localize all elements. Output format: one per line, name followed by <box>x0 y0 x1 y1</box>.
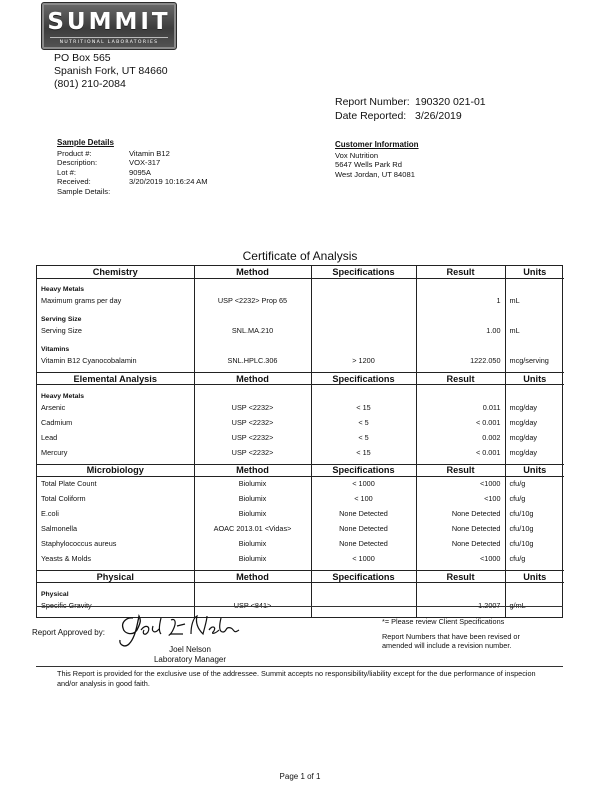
approved-by-label: Report Approved by: <box>32 628 105 637</box>
units: cfu/10g <box>509 524 534 533</box>
result: 0.002 <box>416 430 505 445</box>
table-header-row <box>37 373 564 385</box>
result-header: Result <box>416 571 505 583</box>
group-row <box>37 385 564 400</box>
units: cfu/g <box>509 494 526 503</box>
section-title: Elemental Analysis <box>37 373 194 385</box>
page-number: Page 1 of 1 <box>279 772 321 781</box>
customer-information <box>335 140 419 179</box>
result: 0.011 <box>416 400 505 415</box>
result-header: Result <box>416 464 505 476</box>
signer-title: Laboratory Manager <box>153 655 227 664</box>
table-row <box>37 445 564 460</box>
result-header: Result <box>416 266 505 278</box>
result-header: Result <box>416 373 505 385</box>
certificate-title: Certificate of Analysis <box>242 249 358 263</box>
units: mcg/serving <box>509 356 549 365</box>
table-header-row <box>37 464 564 476</box>
lab-address <box>54 52 168 91</box>
specification: < 1000 <box>311 551 416 566</box>
sample-details <box>57 138 208 196</box>
table-row <box>37 598 564 613</box>
specification <box>311 323 416 338</box>
group-row <box>37 583 564 598</box>
customer-line: 5647 Wells Park Rd <box>335 160 402 169</box>
units-header: Units <box>505 373 564 385</box>
specification: < 15 <box>311 445 416 460</box>
table-header-row <box>37 571 564 583</box>
sample-field-value: VOX-317 <box>129 158 161 167</box>
sample-field-value: Vitamin B12 <box>129 148 170 158</box>
group-row <box>37 278 564 293</box>
method: USP <2232> <box>194 415 311 430</box>
analyte: Lead <box>37 430 194 445</box>
specification: < 5 <box>311 430 416 445</box>
logo-sub-text: NUTRITIONAL LABORATORIES <box>50 37 168 46</box>
analyte: Serving Size <box>37 323 194 338</box>
spec-header: Specifications <box>311 464 416 476</box>
units: cfu/g <box>509 554 526 563</box>
method: AOAC 2013.01 <Vidas> <box>194 521 311 536</box>
table-row <box>37 476 564 491</box>
report-number-label: Report Number: <box>335 96 410 108</box>
analyte: Yeasts & Molds <box>37 551 194 566</box>
table-row <box>37 400 564 415</box>
table-row <box>37 536 564 551</box>
sample-field <box>57 168 208 178</box>
analyte: Vitamin B12 Cyanocobalamin <box>37 353 194 368</box>
analyte: Maximum grams per day <box>37 293 194 308</box>
divider <box>36 606 563 607</box>
result: 1222.050 <box>416 353 505 368</box>
method: USP <2232> <box>194 400 311 415</box>
specification <box>311 293 416 308</box>
specification: None Detected <box>311 506 416 521</box>
sample-field-value: 9095A <box>129 167 151 177</box>
units-header: Units <box>505 266 564 278</box>
results-table <box>37 372 564 464</box>
report-meta <box>335 95 486 123</box>
units: mcg/day <box>509 432 538 442</box>
customer-line: Vox Nutrition <box>335 150 379 160</box>
result: None Detected <box>416 521 505 536</box>
units: cfu/10g <box>509 539 534 548</box>
method: Biolumix <box>194 506 311 521</box>
group-name: Physical <box>37 583 194 598</box>
result: None Detected <box>416 506 505 521</box>
sample-field-value: 3/20/2019 10:16:24 AM <box>129 177 208 186</box>
date-reported: 3/26/2019 <box>415 110 462 122</box>
signer <box>140 645 240 665</box>
units: mL <box>509 296 520 305</box>
units-header: Units <box>505 464 564 476</box>
analyte: Staphylococcus aureus <box>37 536 194 551</box>
table-row <box>37 521 564 536</box>
group-name: Heavy Metals <box>37 278 194 293</box>
method: USP <2232> <box>194 430 311 445</box>
sample-field-label: Lot #: <box>57 167 76 177</box>
method: Biolumix <box>194 476 311 491</box>
summit-logo <box>41 2 177 50</box>
spec-header: Specifications <box>311 373 416 385</box>
table-row <box>37 353 564 368</box>
analyte: Total Coliform <box>37 491 194 506</box>
customer-line: West Jordan, UT 84081 <box>335 169 415 179</box>
result: 1.00 <box>416 323 505 338</box>
method: Biolumix <box>194 551 311 566</box>
result: <100 <box>416 491 505 506</box>
method: Biolumix <box>194 491 311 506</box>
specification <box>311 598 416 613</box>
signer-name: Joel Nelson <box>169 645 211 654</box>
result: 1.2007 <box>416 598 505 613</box>
results-table <box>37 266 564 372</box>
address-phone: (801) 210-2084 <box>54 78 126 90</box>
sample-field-label: Received: <box>57 177 91 186</box>
spec-header: Specifications <box>311 266 416 278</box>
sample-field-label: Product #: <box>57 148 92 158</box>
customer-info-title: Customer Information <box>335 140 419 149</box>
analyte: E.coli <box>37 506 194 521</box>
section-title: Microbiology <box>37 464 194 476</box>
analyte: Total Plate Count <box>37 476 194 491</box>
logo-main-text: SUMMIT <box>47 9 171 35</box>
address-line: Spanish Fork, UT 84660 <box>54 65 168 77</box>
sample-field <box>57 158 208 168</box>
notes <box>382 617 522 651</box>
specification: < 5 <box>311 415 416 430</box>
method: USP <2232> Prop 65 <box>194 293 311 308</box>
units: mL <box>509 326 520 335</box>
result: 1 <box>416 293 505 308</box>
result: None Detected <box>416 536 505 551</box>
method: SNL.HPLC.306 <box>194 353 311 368</box>
results-table <box>37 464 564 571</box>
group-name: Vitamins <box>37 338 194 353</box>
specification: > 1200 <box>311 353 416 368</box>
units: mcg/day <box>509 402 538 412</box>
note-revision: Report Numbers that have been revised or amended will include a revision number. <box>382 631 520 651</box>
result: < 0.001 <box>416 415 505 430</box>
units: mcg/day <box>509 447 538 457</box>
table-row <box>37 293 564 308</box>
result: <1000 <box>416 551 505 566</box>
sample-field <box>57 149 208 159</box>
result: <1000 <box>416 476 505 491</box>
address-line: PO Box 565 <box>54 52 111 64</box>
analyte: Specific Gravity <box>37 598 194 613</box>
method-header: Method <box>194 571 311 583</box>
sample-details-title: Sample Details <box>57 138 114 147</box>
table-row <box>37 491 564 506</box>
group-row <box>37 338 564 353</box>
units: cfu/g <box>509 479 526 489</box>
date-reported-label: Date Reported: <box>335 110 407 122</box>
table-row <box>37 415 564 430</box>
sample-field <box>57 177 208 187</box>
divider <box>36 666 563 667</box>
group-row <box>37 308 564 323</box>
sample-field-label: Sample Details: <box>57 186 111 196</box>
units: cfu/10g <box>509 509 534 518</box>
disclaimer: This Report is provided for the exclusive use of the addressee. Summit accepts no responsibility/liability except for the due performance of inspecion and/or analysis in good faith. <box>57 669 536 688</box>
specification: None Detected <box>311 536 416 551</box>
method-header: Method <box>194 266 311 278</box>
sample-field-label: Description: <box>57 158 98 167</box>
sample-field <box>57 187 208 197</box>
table-row <box>37 430 564 445</box>
units: g/mL <box>509 600 526 610</box>
method-header: Method <box>194 464 311 476</box>
note-spec: *= Please review Client Specifications <box>382 617 505 626</box>
table-row <box>37 323 564 338</box>
method: USP <841> <box>194 598 311 613</box>
method-header: Method <box>194 373 311 385</box>
table-row <box>37 506 564 521</box>
specification: < 100 <box>311 491 416 506</box>
results-tables <box>36 265 563 618</box>
report-number: 190320 021-01 <box>415 96 486 108</box>
method: SNL.MA.210 <box>194 323 311 338</box>
specification: < 1000 <box>311 476 416 491</box>
group-name: Heavy Metals <box>37 385 194 400</box>
section-title: Physical <box>37 571 194 583</box>
table-row <box>37 551 564 566</box>
analyte: Cadmium <box>37 415 194 430</box>
analyte: Arsenic <box>37 400 194 415</box>
units-header: Units <box>505 571 564 583</box>
results-table <box>37 570 564 617</box>
analyte: Salmonella <box>37 521 194 536</box>
specification: None Detected <box>311 521 416 536</box>
group-name: Serving Size <box>37 308 194 323</box>
method: Biolumix <box>194 536 311 551</box>
units: mcg/day <box>509 417 538 427</box>
specification: < 15 <box>311 400 416 415</box>
signature-image <box>115 612 245 648</box>
table-header-row <box>37 266 564 278</box>
section-title: Chemistry <box>37 266 194 278</box>
spec-header: Specifications <box>311 571 416 583</box>
analyte: Mercury <box>37 445 194 460</box>
method: USP <2232> <box>194 445 311 460</box>
result: < 0.001 <box>416 445 505 460</box>
